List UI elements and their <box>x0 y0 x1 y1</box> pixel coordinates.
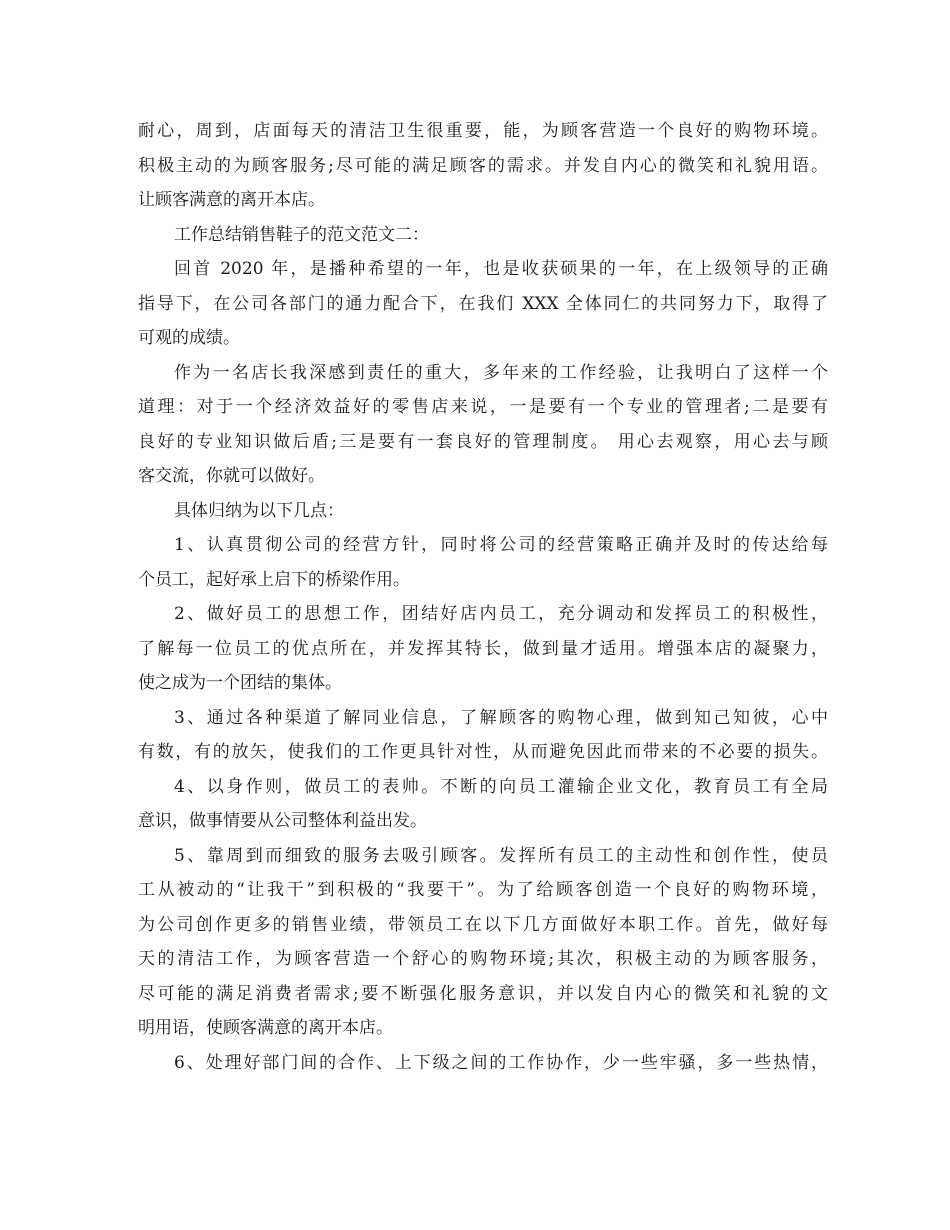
list-item-line: 为公司创作更多的销售业绩，带领员工在以下几方面做好本职工作。首先，做好每 <box>138 914 828 935</box>
list-item-line: 5、靠周到而细致的服务去吸引顾客。发挥所有员工的主动性和创作性，使员 <box>174 845 828 866</box>
list-item-line: 个员工，起好承上启下的桥梁作用。 <box>138 569 410 590</box>
list-item-line: 1、认真贯彻公司的经营方针，同时将公司的经营策略正确并及时的传达给每 <box>174 535 828 555</box>
list-item-line: 工从被动的“让我干”到积极的“我要干”。为了给顾客创造一个良好的购物环境， <box>138 880 828 900</box>
body-text <box>138 114 828 1080</box>
text-line: 良好的专业知识做后盾;三是要有一套良好的管理制度。 用心去观察，用心去与顾 <box>138 431 828 452</box>
text-line: 客交流，你就可以做好。 <box>138 466 325 486</box>
list-item-line: 有数，有的放矢，使我们的工作更具针对性，从而避免因此而带来的不必要的损失。 <box>138 742 828 762</box>
text-line: 作为一名店长我深感到责任的重大，多年来的工作经验，让我明白了这样一个 <box>174 362 828 383</box>
list-item-line: 3、通过各种渠道了解同业信息，了解顾客的购物心理，做到知己知彼，心中 <box>174 707 828 728</box>
text-line: 回首 2020 年，是播种希望的一年，也是收获硕果的一年，在上级领导的正确 <box>174 259 828 279</box>
list-item-line: 天的清洁工作，为顾客营造一个舒心的购物环境;其次，积极主动的为顾客服务， <box>138 949 828 969</box>
list-item-line: 明用语，使顾客满意的离开本店。 <box>138 1018 393 1038</box>
text-line: 指导下，在公司各部门的通力配合下，在我们 XXX 全体同仁的共同努力下，取得了 <box>138 293 828 314</box>
text-line: 具体归纳为以下几点： <box>174 500 344 521</box>
text-line: 道理：对于一个经济效益好的零售店来说，一是要有一个专业的管理者;二是要有 <box>138 397 828 417</box>
list-item-line: 了解每一位员工的优点所在，并发挥其特长，做到量才适用。增强本店的凝聚力， <box>138 638 828 659</box>
list-item-line: 6、处理好部门间的合作、上下级之间的工作协作，少一些牢骚，多一些热情， <box>174 1052 828 1073</box>
text-line: 积极主动的为顾客服务;尽可能的满足顾客的需求。并发自内心的微笑和礼貌用语。 <box>138 155 828 176</box>
list-item-line: 4、以身作则，做员工的表帅。不断的向员工灌输企业文化，教育员工有全局 <box>174 776 828 797</box>
list-item-line: 2、做好员工的思想工作，团结好店内员工，充分调动和发挥员工的积极性， <box>174 604 828 624</box>
text-line: 让顾客满意的离开本店。 <box>138 190 325 210</box>
text-line: 耐心，周到，店面每天的清洁卫生很重要，能，为顾客营造一个良好的购物环境。 <box>138 121 828 141</box>
list-item-line: 使之成为一个团结的集体。 <box>138 673 342 693</box>
list-item-line: 意识，做事情要从公司整体利益出发。 <box>138 811 427 831</box>
text-line: 可观的成绩。 <box>138 328 240 348</box>
section-heading: 工作总结销售鞋子的范文范文二： <box>174 224 429 245</box>
list-item-line: 尽可能的满足消费者需求;要不断强化服务意识，并以发自内心的微笑和礼貌的文 <box>138 983 828 1004</box>
